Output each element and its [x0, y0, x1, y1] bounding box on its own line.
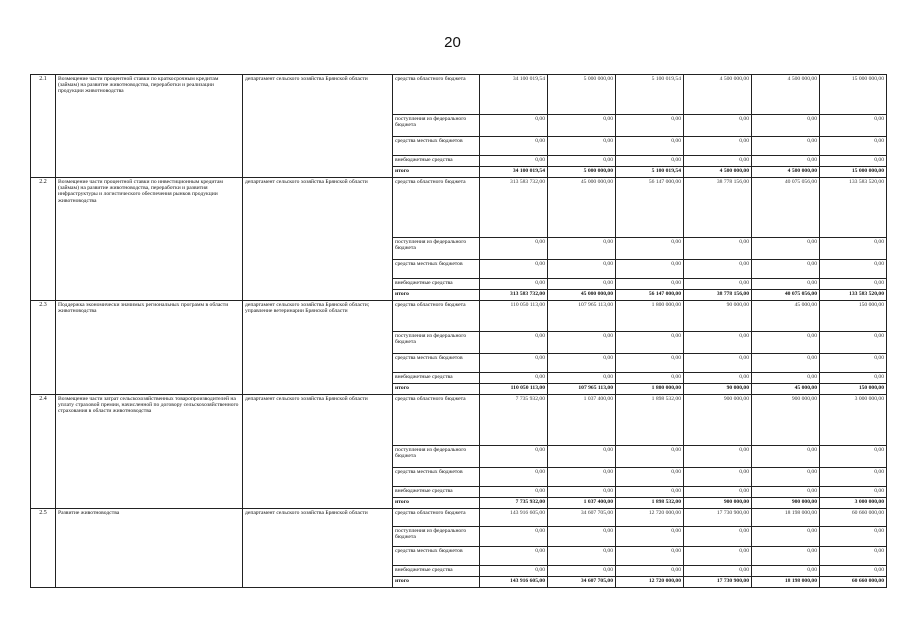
funding-source: внебюджетные средства	[393, 566, 480, 577]
amount-cell: 0,00	[684, 373, 752, 384]
amount-cell: 4 500 000,00	[684, 75, 752, 115]
amount-cell: 0,00	[616, 354, 684, 373]
amount-cell: 0,00	[480, 137, 548, 156]
table-row	[31, 395, 887, 446]
funding-source: средства местных бюджетов	[393, 547, 480, 566]
amount-cell: 0,00	[480, 115, 548, 137]
amount-cell: 0,00	[752, 468, 820, 487]
amount-cell: 15 000 000,00	[820, 167, 887, 178]
amount-cell: 0,00	[480, 238, 548, 260]
executor-name: департамент сельского хозяйства Брянской области	[243, 395, 393, 509]
amount-cell: 0,00	[752, 446, 820, 468]
amount-cell: 0,00	[480, 446, 548, 468]
amount-cell: 0,00	[684, 115, 752, 137]
amount-cell: 0,00	[548, 279, 616, 290]
amount-cell: 4 500 000,00	[752, 167, 820, 178]
amount-cell: 45 000 000,00	[548, 178, 616, 238]
funding-source: итого	[393, 384, 480, 395]
funding-source: средства местных бюджетов	[393, 468, 480, 487]
funding-source: внебюджетные средства	[393, 156, 480, 167]
funding-source: внебюджетные средства	[393, 373, 480, 384]
amount-cell: 34 607 705,00	[548, 509, 616, 527]
amount-cell: 1 898 532,00	[616, 395, 684, 446]
amount-cell: 0,00	[684, 332, 752, 354]
measure-name: Развитие животноводства	[56, 509, 243, 588]
amount-cell: 3 000 000,00	[820, 498, 887, 509]
amount-cell: 0,00	[616, 279, 684, 290]
amount-cell: 133 583 520,00	[820, 178, 887, 238]
amount-cell: 107 965 113,00	[548, 384, 616, 395]
amount-cell: 900 000,00	[752, 498, 820, 509]
amount-cell: 45 000 000,00	[548, 290, 616, 301]
funding-source: поступления из федерального бюджета	[393, 446, 480, 468]
amount-cell: 0,00	[752, 354, 820, 373]
amount-cell: 0,00	[480, 547, 548, 566]
amount-cell: 0,00	[820, 279, 887, 290]
executor-name: департамент сельского хозяйства Брянской области; управление ветеринарии Брянской области	[243, 301, 393, 395]
funding-source: внебюджетные средства	[393, 487, 480, 498]
amount-cell: 60 660 000,00	[820, 509, 887, 527]
amount-cell: 0,00	[480, 354, 548, 373]
amount-cell: 0,00	[616, 260, 684, 279]
amount-cell: 17 730 900,00	[684, 577, 752, 588]
executor-name: департамент сельского хозяйства Брянской области	[243, 75, 393, 178]
amount-cell: 56 147 000,00	[616, 290, 684, 301]
amount-cell: 0,00	[684, 156, 752, 167]
amount-cell: 0,00	[684, 566, 752, 577]
amount-cell: 0,00	[752, 279, 820, 290]
amount-cell: 5 100 019,54	[616, 75, 684, 115]
section-number: 2.2	[31, 178, 56, 301]
amount-cell: 0,00	[752, 487, 820, 498]
budget-table	[30, 74, 887, 588]
amount-cell: 0,00	[548, 238, 616, 260]
amount-cell: 900 000,00	[684, 498, 752, 509]
table-row	[31, 75, 887, 115]
amount-cell: 0,00	[616, 238, 684, 260]
measure-name: Возмещение части процентной ставки по инвестиционным кредитам (займам) на развитие животноводства, переработки и развития инфраструктуры и логистического обеспечения рынков продукции животноводства	[56, 178, 243, 301]
amount-cell: 0,00	[752, 137, 820, 156]
amount-cell: 0,00	[820, 468, 887, 487]
amount-cell: 0,00	[752, 156, 820, 167]
amount-cell: 0,00	[480, 527, 548, 547]
amount-cell: 0,00	[820, 566, 887, 577]
amount-cell: 90 000,00	[684, 301, 752, 332]
funding-source: итого	[393, 577, 480, 588]
amount-cell: 900 000,00	[752, 395, 820, 446]
amount-cell: 0,00	[480, 373, 548, 384]
amount-cell: 0,00	[684, 137, 752, 156]
amount-cell: 0,00	[548, 527, 616, 547]
amount-cell: 40 075 056,00	[752, 178, 820, 238]
section-number: 2.5	[31, 509, 56, 588]
funding-source: итого	[393, 290, 480, 301]
amount-cell: 0,00	[548, 547, 616, 566]
executor-name: департамент сельского хозяйства Брянской области	[243, 509, 393, 588]
amount-cell: 900 000,00	[684, 395, 752, 446]
funding-source: поступления из федерального бюджета	[393, 527, 480, 547]
funding-source: итого	[393, 498, 480, 509]
amount-cell: 0,00	[820, 332, 887, 354]
funding-source: внебюджетные средства	[393, 279, 480, 290]
amount-cell: 12 720 000,00	[616, 509, 684, 527]
amount-cell: 0,00	[752, 373, 820, 384]
amount-cell: 0,00	[820, 373, 887, 384]
amount-cell: 7 735 932,00	[480, 395, 548, 446]
amount-cell: 15 000 000,00	[820, 75, 887, 115]
table-row	[31, 301, 887, 332]
amount-cell: 34 100 019,54	[480, 167, 548, 178]
funding-source: средства областного бюджета	[393, 509, 480, 527]
amount-cell: 0,00	[548, 487, 616, 498]
table-row	[31, 509, 887, 527]
amount-cell: 1 800 000,00	[616, 301, 684, 332]
amount-cell: 40 075 056,00	[752, 290, 820, 301]
amount-cell: 0,00	[480, 332, 548, 354]
amount-cell: 0,00	[752, 566, 820, 577]
funding-source: средства областного бюджета	[393, 75, 480, 115]
amount-cell: 18 198 000,00	[752, 509, 820, 527]
amount-cell: 0,00	[480, 487, 548, 498]
funding-source: средства областного бюджета	[393, 301, 480, 332]
amount-cell: 1 898 532,00	[616, 498, 684, 509]
funding-source: средства областного бюджета	[393, 395, 480, 446]
measure-name: Поддержка экономически значимых региональных программ в области животноводства	[56, 301, 243, 395]
amount-cell: 1 037 400,00	[548, 498, 616, 509]
funding-source: поступления из федерального бюджета	[393, 332, 480, 354]
amount-cell: 0,00	[820, 115, 887, 137]
amount-cell: 0,00	[548, 156, 616, 167]
amount-cell: 0,00	[548, 354, 616, 373]
section-number: 2.3	[31, 301, 56, 395]
amount-cell: 60 660 000,00	[820, 577, 887, 588]
funding-source: поступления из федерального бюджета	[393, 115, 480, 137]
funding-source: средства областного бюджета	[393, 178, 480, 238]
amount-cell: 0,00	[684, 527, 752, 547]
amount-cell: 0,00	[548, 373, 616, 384]
amount-cell: 0,00	[684, 446, 752, 468]
amount-cell: 0,00	[616, 137, 684, 156]
amount-cell: 5 000 000,00	[548, 167, 616, 178]
amount-cell: 0,00	[616, 446, 684, 468]
amount-cell: 133 583 520,00	[820, 290, 887, 301]
page-number: 20	[444, 34, 461, 51]
amount-cell: 0,00	[480, 468, 548, 487]
amount-cell: 0,00	[752, 115, 820, 137]
amount-cell: 45 000,00	[752, 384, 820, 395]
amount-cell: 0,00	[616, 468, 684, 487]
amount-cell: 45 000,00	[752, 301, 820, 332]
amount-cell: 18 198 000,00	[752, 577, 820, 588]
amount-cell: 5 000 000,00	[548, 75, 616, 115]
amount-cell: 0,00	[480, 156, 548, 167]
amount-cell: 90 000,00	[684, 384, 752, 395]
amount-cell: 56 147 000,00	[616, 178, 684, 238]
amount-cell: 0,00	[616, 566, 684, 577]
amount-cell: 0,00	[752, 527, 820, 547]
amount-cell: 0,00	[684, 279, 752, 290]
amount-cell: 1 037 400,00	[548, 395, 616, 446]
amount-cell: 110 050 113,00	[480, 384, 548, 395]
section-number: 2.1	[31, 75, 56, 178]
amount-cell: 0,00	[616, 527, 684, 547]
amount-cell: 0,00	[820, 547, 887, 566]
measure-name: Возмещение части затрат сельскохозяйственных товаропроизводителей на уплату страховой премии, начисленной по договору сельскохозяйственного страхования в области животноводства	[56, 395, 243, 509]
amount-cell: 0,00	[752, 547, 820, 566]
amount-cell: 0,00	[616, 115, 684, 137]
table-row	[31, 178, 887, 238]
amount-cell: 107 965 113,00	[548, 301, 616, 332]
amount-cell: 0,00	[752, 260, 820, 279]
funding-source: средства местных бюджетов	[393, 354, 480, 373]
amount-cell: 0,00	[548, 332, 616, 354]
amount-cell: 0,00	[616, 332, 684, 354]
amount-cell: 0,00	[548, 260, 616, 279]
amount-cell: 0,00	[548, 566, 616, 577]
amount-cell: 7 735 932,00	[480, 498, 548, 509]
amount-cell: 0,00	[752, 332, 820, 354]
amount-cell: 110 050 113,00	[480, 301, 548, 332]
amount-cell: 150 000,00	[820, 301, 887, 332]
amount-cell: 0,00	[752, 238, 820, 260]
measure-name: Возмещение части процентной ставки по краткосрочным кредитам (займам) на развитие животноводства, переработки и реализации продукции животноводства	[56, 75, 243, 178]
amount-cell: 0,00	[616, 487, 684, 498]
amount-cell: 0,00	[820, 487, 887, 498]
funding-source: средства местных бюджетов	[393, 137, 480, 156]
amount-cell: 0,00	[480, 566, 548, 577]
amount-cell: 0,00	[684, 468, 752, 487]
funding-source: итого	[393, 167, 480, 178]
amount-cell: 5 100 019,54	[616, 167, 684, 178]
amount-cell: 150 000,00	[820, 384, 887, 395]
amount-cell: 0,00	[684, 354, 752, 373]
amount-cell: 0,00	[548, 137, 616, 156]
amount-cell: 0,00	[684, 547, 752, 566]
amount-cell: 143 916 605,00	[480, 577, 548, 588]
amount-cell: 313 583 732,00	[480, 178, 548, 238]
amount-cell: 17 730 900,00	[684, 509, 752, 527]
amount-cell: 0,00	[820, 527, 887, 547]
amount-cell: 0,00	[616, 156, 684, 167]
section-number: 2.4	[31, 395, 56, 509]
amount-cell: 0,00	[820, 260, 887, 279]
amount-cell: 4 500 000,00	[684, 167, 752, 178]
amount-cell: 0,00	[820, 137, 887, 156]
executor-name: департамент сельского хозяйства Брянской области	[243, 178, 393, 301]
amount-cell: 38 778 156,00	[684, 178, 752, 238]
amount-cell: 38 778 156,00	[684, 290, 752, 301]
amount-cell: 12 720 000,00	[616, 577, 684, 588]
amount-cell: 3 000 000,00	[820, 395, 887, 446]
amount-cell: 0,00	[684, 238, 752, 260]
amount-cell: 0,00	[820, 446, 887, 468]
amount-cell: 0,00	[548, 115, 616, 137]
amount-cell: 0,00	[820, 238, 887, 260]
amount-cell: 0,00	[684, 260, 752, 279]
amount-cell: 0,00	[548, 468, 616, 487]
amount-cell: 0,00	[548, 446, 616, 468]
amount-cell: 0,00	[616, 547, 684, 566]
amount-cell: 4 500 000,00	[752, 75, 820, 115]
amount-cell: 0,00	[480, 279, 548, 290]
amount-cell: 0,00	[820, 354, 887, 373]
amount-cell: 34 607 705,00	[548, 577, 616, 588]
amount-cell: 0,00	[820, 156, 887, 167]
funding-source: поступления из федерального бюджета	[393, 238, 480, 260]
amount-cell: 34 100 019,54	[480, 75, 548, 115]
amount-cell: 143 916 605,00	[480, 509, 548, 527]
amount-cell: 313 583 732,00	[480, 290, 548, 301]
amount-cell: 0,00	[684, 487, 752, 498]
amount-cell: 1 800 000,00	[616, 384, 684, 395]
amount-cell: 0,00	[616, 373, 684, 384]
amount-cell: 0,00	[480, 260, 548, 279]
funding-source: средства местных бюджетов	[393, 260, 480, 279]
